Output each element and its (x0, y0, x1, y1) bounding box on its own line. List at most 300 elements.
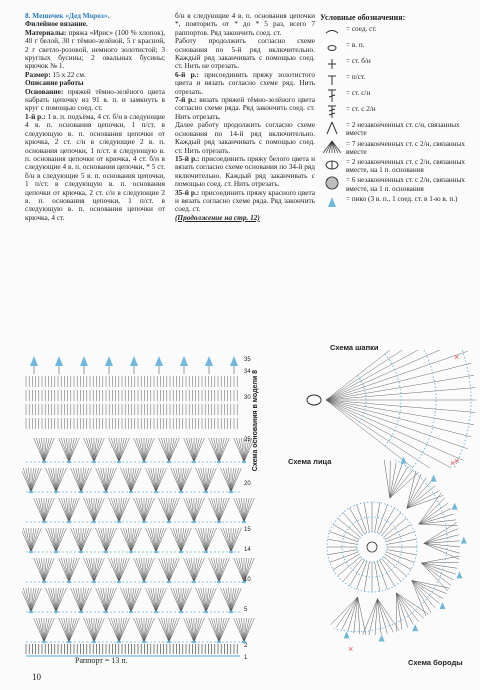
fan-stitch (56, 588, 61, 612)
legend-item-text: = пико (3 в. п., 1 соед. ст. в 1-ю в. п.) (346, 194, 458, 203)
legend-item (318, 195, 470, 209)
legend-item (318, 176, 470, 192)
legend-item (318, 25, 470, 39)
continuation-link[interactable]: (Продолжение на стр. 12) (175, 212, 260, 222)
fan-stitch (176, 528, 181, 552)
fan-stitch (214, 438, 219, 462)
fan-stitch (51, 588, 56, 612)
fan-stitch (114, 438, 119, 462)
fan-stitch (219, 558, 229, 582)
fan-stitch (56, 528, 66, 552)
size-label: Размер: (25, 69, 51, 79)
fan-stitch (134, 438, 144, 462)
face-row (357, 532, 387, 562)
repeat-label: Раппорт = 13 п. (75, 656, 128, 665)
marker-x: × (454, 352, 460, 362)
fan-stitch (44, 618, 49, 642)
fan-stitch (171, 588, 181, 612)
fan-stitch (219, 498, 224, 522)
row-number: 30 (244, 395, 251, 401)
beard-stitch (412, 580, 443, 598)
fan-stitch (81, 528, 86, 552)
row35-label: 35-й р.: (175, 187, 200, 197)
fan-stitch (214, 558, 219, 582)
col2-paragraph-2: Далее работу продолжить согласно схеме основания по 14-й ряд включительно. Каждый ряд заканчивать с помощью соед. ст. Нить отрезать. (175, 120, 315, 155)
fan-stitch (89, 438, 94, 462)
fan-stitch (101, 588, 106, 612)
fan-stitch (159, 498, 169, 522)
beard-stitch (396, 593, 418, 622)
fan-stitch (194, 498, 199, 522)
fan-stitch (171, 528, 181, 552)
fan-stitch (194, 558, 199, 582)
fan-stitch (206, 528, 211, 552)
tr6-cluster-icon (318, 176, 346, 190)
fan-stitch (84, 498, 94, 522)
chain-mark (242, 521, 246, 523)
fan-stitch (134, 618, 144, 642)
col2-continuation: б/н в следующие 4 в. п. основания цепочки *, повторить от * до * 5 раз, всего 7 раппортов. Ряд закончить соед. ст. (175, 11, 315, 37)
picot-mark (452, 503, 458, 510)
fan-stitch (119, 558, 124, 582)
beard-stitch (407, 478, 426, 509)
fan-stitch (59, 558, 69, 582)
fan-stitch (119, 438, 129, 462)
fan-stitch (94, 558, 99, 582)
center-ring (367, 542, 377, 552)
fan-stitch (106, 468, 111, 492)
page-number: 10 (32, 672, 41, 682)
legend-item (318, 89, 470, 103)
fan-stitch (226, 468, 231, 492)
fan-stitch (34, 618, 44, 642)
beard-stitch (421, 563, 451, 586)
fan-stitch (59, 618, 69, 642)
hat-caption: Схема шапки (330, 343, 379, 352)
fan-stitch (146, 468, 156, 492)
picot-mark (439, 602, 445, 609)
fan-stitch (239, 618, 244, 642)
beard-stitch (336, 597, 357, 627)
legend-item (318, 73, 470, 87)
hat-stitch (326, 350, 463, 400)
fan-stitch (131, 468, 141, 492)
fan-stitch (144, 558, 149, 582)
base-label: Основание: (25, 86, 64, 96)
beard-stitch (390, 469, 414, 498)
work-heading: Описание работы (25, 78, 84, 88)
fan-stitch (81, 468, 86, 492)
fan-stitch (69, 618, 79, 642)
beard-stitch (384, 460, 390, 498)
hat-stitch (326, 350, 458, 400)
fan-stitch (234, 558, 244, 582)
fan-stitch (214, 618, 219, 642)
base-diagram (22, 352, 262, 672)
fan-stitch (226, 588, 231, 612)
fan-stitch (106, 588, 111, 612)
fan-stitch (134, 498, 144, 522)
picot-mark (379, 634, 385, 641)
picot-mark (461, 537, 467, 544)
beard-stitch (354, 597, 358, 633)
fan-stitch (151, 528, 156, 552)
legend-item-text: = 2 незаконченных ст. с 2/н, связанных вместе, на 1 п. основания (346, 158, 466, 175)
fan-stitch (231, 468, 236, 492)
legend-item (318, 121, 470, 137)
fan-stitch (139, 438, 144, 462)
fan-stitch (159, 618, 169, 642)
legend-item (318, 41, 470, 55)
fan-stitch (164, 498, 169, 522)
fan-stitch (119, 618, 129, 642)
tr2-cluster-icon (318, 158, 346, 172)
fan-stitch (139, 498, 144, 522)
fan-stitch (46, 468, 56, 492)
fan-stitch (119, 618, 124, 642)
fan-stitch (121, 468, 131, 492)
face-diagram (272, 452, 472, 667)
marker-x: × (454, 456, 460, 466)
beard-stitch (421, 556, 459, 563)
legend-item (318, 57, 470, 71)
picot-mark (344, 631, 350, 638)
row1-label: 1-й р.: (25, 111, 46, 121)
fan-stitch (244, 618, 254, 642)
row-number: 14 (244, 547, 251, 553)
fan-stitch (164, 558, 169, 582)
row15-label: 15-й р.: (175, 153, 200, 163)
legend-item-text: = п/ст. (346, 73, 366, 82)
fan-stitch (201, 468, 206, 492)
fan-stitch (84, 618, 94, 642)
fan-stitch (121, 588, 131, 612)
beard-stitch (407, 490, 440, 508)
row-number: 2 (244, 643, 248, 649)
fan-stitch (56, 468, 61, 492)
fan-stitch (76, 528, 81, 552)
row15-text: присоединить пряжу белого цвета и вязать согласно схеме основания по 34-й ряд включительно. Каждый ряд заканчивать с помощью соед. ст. Нить отрезать. (175, 153, 315, 189)
single-crochet-icon (318, 57, 346, 71)
fan-stitch (231, 468, 241, 492)
hat-row (440, 350, 471, 468)
row-number: 1 (244, 655, 248, 661)
fan-stitch (121, 528, 131, 552)
fan-stitch (156, 588, 161, 612)
fan-stitch (169, 438, 174, 462)
fan-stitch (171, 468, 181, 492)
fan-stitch (209, 438, 219, 462)
fan-stitch (109, 498, 119, 522)
fan-stitch (39, 618, 44, 642)
legend-item-text: = в. п. (346, 41, 365, 50)
fan-stitch (109, 618, 119, 642)
fan-stitch (156, 468, 161, 492)
fan-stitch (71, 528, 81, 552)
fan-stitch (169, 438, 179, 462)
row7-label: 7-й р.: (175, 95, 197, 105)
beard-stitch (390, 472, 419, 498)
legend (318, 14, 470, 211)
legend-item-text: = 7 незаконченных ст. с 2/н, связанных вместе (346, 139, 466, 156)
fan-stitch (169, 618, 174, 642)
fan-stitch (234, 618, 244, 642)
fan-stitch (234, 498, 244, 522)
fan-stitch (126, 468, 131, 492)
fan-stitch (64, 618, 69, 642)
row35-text: присоединить пряжу красного цвета и вязать согласно схеме ряда. Ряд закончить соед. ст. (175, 187, 315, 214)
legend-item-text: = ст. с/н (346, 89, 371, 98)
fan-stitch (26, 528, 31, 552)
fan-stitch (194, 558, 204, 582)
fan-stitch (176, 468, 181, 492)
legend-title: Условные обозначения: (320, 13, 406, 22)
pompom-mark (307, 395, 321, 405)
text-column-1 (25, 12, 165, 222)
fan-stitch (69, 558, 79, 582)
fan-stitch (221, 528, 231, 552)
size-text: 15 х 22 см. (52, 69, 86, 79)
fan-stitch (89, 618, 94, 642)
fan-stitch (96, 468, 106, 492)
hat-stitch (326, 350, 444, 400)
fan-stitch (31, 528, 36, 552)
fan-stitch (131, 468, 136, 492)
fan-stitch (176, 588, 181, 612)
fan-stitch (206, 588, 211, 612)
fan-stitch (164, 618, 169, 642)
fan-stitch (69, 498, 79, 522)
fan-stitch (119, 558, 129, 582)
fan-stitch (219, 438, 224, 462)
row7-text: вязать пряжей тёмно-зелёного цвета согласно схеме ряда. Ряд закончить соед. ст. Нить отрезать. (175, 95, 316, 121)
tr7tog-icon (318, 140, 346, 154)
fan-stitch (106, 528, 111, 552)
fan-stitch (184, 618, 194, 642)
beard-stitch (407, 482, 431, 509)
fan-stitch (119, 498, 129, 522)
hat-stitch (326, 375, 474, 400)
fan-stitch (219, 558, 224, 582)
fan-stitch (69, 498, 74, 522)
fan-stitch (64, 498, 69, 522)
fan-stitch (119, 438, 124, 462)
fan-stitch (94, 498, 99, 522)
fan-stitch (34, 558, 44, 582)
row-number: 35 (244, 357, 251, 363)
fan-stitch (44, 558, 49, 582)
fan-stitch (114, 498, 119, 522)
fan-stitch (131, 588, 141, 612)
fan-stitch (144, 498, 149, 522)
fan-stitch (31, 468, 41, 492)
hat-stitch (326, 363, 471, 400)
chain-icon (318, 41, 346, 55)
hat-stitch (326, 350, 451, 400)
fan-stitch (159, 438, 169, 462)
base-paragraph (25, 88, 165, 113)
fan-stitch (151, 468, 156, 492)
row-number: 10 (244, 577, 251, 583)
fan-stitch (206, 528, 216, 552)
fan-stitch (69, 438, 74, 462)
row35-paragraph (175, 189, 315, 214)
fan-stitch (184, 558, 194, 582)
legend-item-text: = 6 незаконченных ст. с 2/н, связанных вместе, на 1 п. основания (346, 176, 466, 193)
fan-stitch (76, 468, 81, 492)
fan-stitch (59, 438, 69, 462)
fan-stitch (214, 498, 219, 522)
fan-stitch (219, 618, 229, 642)
fan-stitch (59, 498, 69, 522)
fan-stitch (134, 558, 144, 582)
fan-stitch (39, 438, 44, 462)
fan-stitch (139, 618, 144, 642)
fan-stitch (109, 438, 119, 462)
double-crochet-icon (318, 89, 346, 103)
fan-stitch (156, 588, 166, 612)
fan-stitch (231, 528, 241, 552)
row-number: 15 (244, 527, 251, 533)
fan-stitch (181, 588, 191, 612)
picot-mark (205, 356, 213, 366)
fan-stitch (31, 468, 36, 492)
picot-mark (105, 356, 113, 366)
fan-stitch (51, 468, 56, 492)
picot-mark (412, 624, 418, 631)
fan-stitch (234, 438, 244, 462)
picot-mark (400, 457, 406, 464)
row-number: 5 (244, 607, 248, 613)
fan-stitch (94, 438, 104, 462)
fan-stitch (219, 618, 224, 642)
beard-stitch (390, 464, 402, 498)
fan-stitch (231, 588, 241, 612)
fan-stitch (181, 528, 186, 552)
row15-paragraph (175, 155, 315, 189)
row-number: 25 (244, 437, 251, 443)
fan-stitch (194, 438, 204, 462)
fan-stitch (94, 618, 99, 642)
legend-item-text: = 2 незаконченных ст. с/н, связанных вместе (346, 121, 460, 138)
picot-mark (30, 356, 38, 366)
fan-stitch (69, 558, 74, 582)
legend-item-text: = соед. ст. (346, 25, 377, 34)
half-double-icon (318, 73, 346, 87)
fan-stitch (64, 558, 69, 582)
fan-stitch (44, 618, 54, 642)
row6-paragraph (175, 71, 315, 96)
fan-stitch (244, 498, 254, 522)
beard-caption: Схема бороды (408, 658, 463, 667)
article-title: 8. Мешочек «Дед Мороз». (25, 11, 110, 20)
fan-stitch (51, 528, 56, 552)
picot-mark (456, 571, 462, 578)
fan-stitch (131, 528, 136, 552)
fan-stitch (156, 528, 161, 552)
fan-stitch (194, 618, 199, 642)
fan-stitch (94, 618, 104, 642)
fan-stitch (31, 588, 36, 612)
fan-stitch (81, 588, 86, 612)
beard-stitch (421, 562, 458, 563)
fan-stitch (81, 528, 91, 552)
row6-text: присоединить пряжу золотистого цвета и вязать согласно схеме ряд. Нить отрезать. (175, 69, 316, 96)
fan-stitch (144, 618, 149, 642)
fan-stitch (139, 558, 144, 582)
fan-stitch (221, 588, 231, 612)
beard-stitch (407, 486, 436, 508)
fan-stitch (94, 498, 104, 522)
base-diagram-caption: Схема основания в модели 8 (252, 370, 259, 472)
fan-stitch (231, 528, 236, 552)
fan-stitch (76, 588, 81, 612)
fan-stitch (71, 468, 81, 492)
fan-stitch (44, 498, 54, 522)
beard-stitch (424, 543, 460, 547)
fan-stitch (81, 588, 91, 612)
fan-stitch (69, 618, 74, 642)
fan-stitch (226, 528, 231, 552)
fan-stitch (201, 588, 206, 612)
fan-stitch (169, 618, 179, 642)
beard-stitch (412, 580, 447, 593)
fan-stitch (46, 528, 56, 552)
legend-item (318, 140, 470, 156)
fan-stitch (89, 498, 94, 522)
fan-stitch (39, 558, 44, 582)
fan-stitch (189, 498, 194, 522)
fan-stitch (71, 588, 81, 612)
col2-paragraph-1: Работу продолжить согласно схеме основания по 5-й ряд включительно. Каждый ряд заканчивать с помощью соед. ст. Нить не отрезать. (175, 36, 315, 71)
fan-stitch (196, 468, 206, 492)
fan-stitch (244, 498, 249, 522)
fan-stitch (114, 558, 119, 582)
picot-icon (318, 195, 346, 209)
fan-stitch (194, 438, 199, 462)
picot-mark (155, 356, 163, 366)
fan-stitch (209, 618, 219, 642)
fan-stitch (201, 528, 206, 552)
fan-stitch (131, 528, 141, 552)
fan-stitch (219, 498, 229, 522)
fan-stitch (44, 438, 49, 462)
hat-diagram (306, 350, 476, 468)
fan-stitch (96, 588, 106, 612)
fan-stitch (244, 618, 249, 642)
fan-stitch (34, 438, 44, 462)
hat-stitch (326, 400, 471, 437)
fan-stitch (146, 528, 156, 552)
fan-stitch (194, 618, 204, 642)
fan-stitch (156, 528, 166, 552)
beard-stitch (396, 593, 428, 614)
fan-stitch (64, 438, 69, 462)
fan-stitch (146, 588, 156, 612)
row1-text: 1 в. п. подъёма, 4 ст. б/н в следующие 4 в. п. основания цепочки, 1 п/ст. в следующую в. п. основания цепочки от крючка, 2 ст. с/н в следующие 2 в. п. основания цепочки, 1 п/ст. в следующую в. п. основания цепочки от крючка, 4 ст. б/н в следующие 4 в. п. основания цепочки, * 5 ст. б/н в следующие 5 в. п. основания цепочки, 1 п/ст. в следующую в. п. основания цепочки от крючка, 2 ст. с/н в следующие 2 в. п. основания цепочки, 1 п/ст. в следующую в. п. основания цепочки от крючка, 4 ст. (25, 111, 165, 222)
row7-paragraph (175, 96, 315, 121)
fan-stitch (209, 558, 219, 582)
fan-stitch (101, 468, 106, 492)
fan-stitch (89, 558, 94, 582)
fan-stitch (206, 588, 216, 612)
legend-item-text: = ст. б/н (346, 57, 371, 66)
fan-stitch (144, 438, 154, 462)
fan-stitch (26, 588, 31, 612)
fan-stitch (39, 498, 44, 522)
fan-stitch (96, 528, 106, 552)
chain-mark (242, 461, 246, 463)
